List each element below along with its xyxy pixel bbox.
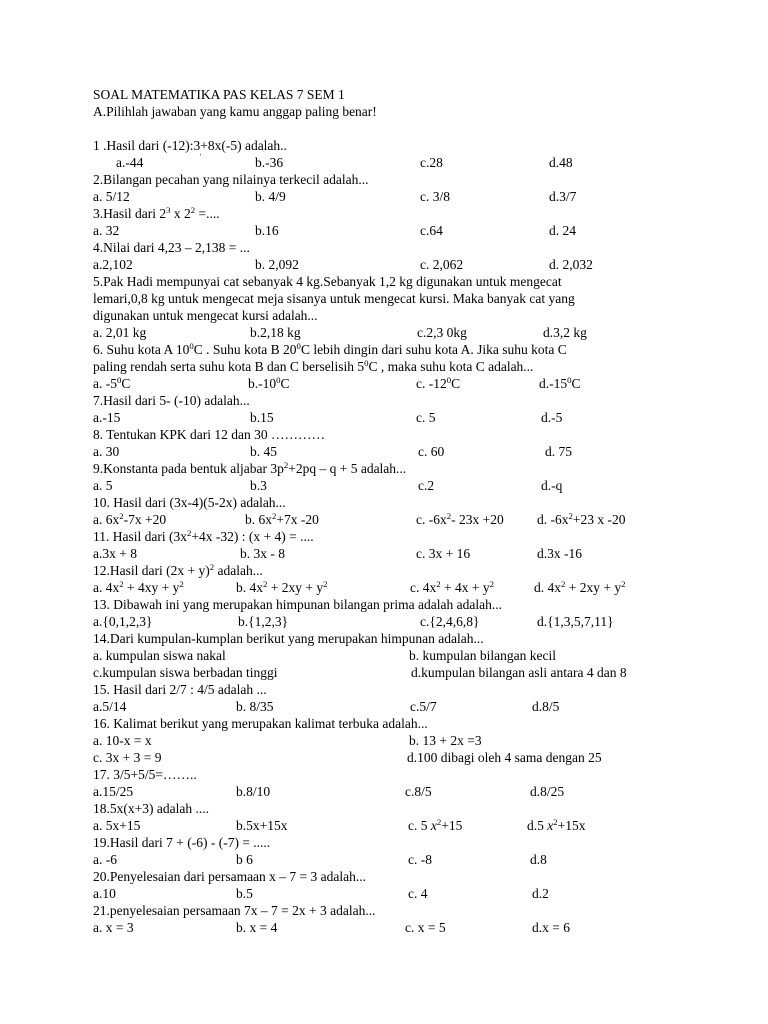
- answer-option: b. 13 + 2x =3: [409, 733, 482, 748]
- answer-row: [93, 698, 673, 715]
- answer-option: b. 4/9: [255, 189, 286, 204]
- answer-row: [93, 324, 673, 341]
- answer-option: a.5/14: [93, 699, 127, 714]
- answer-option: a.10: [93, 886, 116, 901]
- answer-option: a. 30: [93, 444, 120, 459]
- answer-option: b.16: [255, 223, 279, 238]
- answer-option: c. 3x + 3 = 9: [93, 750, 162, 765]
- answer-option: a. 2,01 kg: [93, 325, 147, 340]
- question-line: digunakan untuk mengecat kursi adalah...: [93, 308, 318, 323]
- answer-option: a. 5: [93, 478, 113, 493]
- answer-option: d.3,2 kg: [543, 325, 587, 340]
- answer-row: [93, 409, 673, 426]
- question-line: 7.Hasil dari 5- (-10) adalah...: [93, 393, 250, 408]
- question-text: [93, 681, 673, 698]
- answer-option: $d.-15^0C$: [539, 374, 581, 391]
- question-line: 2.Bilangan pecahan yang nilainya terkecil adalah...: [93, 172, 369, 187]
- answer-row: [93, 545, 673, 562]
- question-line: 17. 3/5+5/5=……..: [93, 767, 197, 782]
- answer-option: d.48: [549, 155, 573, 170]
- answer-option: d. 75: [545, 444, 572, 459]
- answer-row: [93, 749, 673, 766]
- answer-row: [93, 664, 673, 681]
- answer-option: c. 4: [408, 886, 428, 901]
- answer-option: b.-36: [255, 155, 284, 170]
- answer-row: [93, 851, 673, 868]
- answer-option: c. 5 $x^2+15$: [408, 816, 463, 833]
- answer-row: [93, 919, 673, 936]
- answer-row: [93, 188, 673, 205]
- answer-option: a.15/25: [93, 784, 134, 799]
- answer-option: b.5x+15x: [236, 818, 288, 833]
- answer-option: a. 5x+15: [93, 818, 141, 833]
- answer-option: d.{1,3,5,7,11}: [537, 614, 614, 629]
- answer-option: b. $4x^2 + 2xy + y^2$: [236, 578, 328, 595]
- answer-option: a.3x + 8: [93, 546, 137, 561]
- answer-option: c. -8: [408, 852, 432, 867]
- question-line: 15. Hasil dari 2/7 : 4/5 adalah ...: [93, 682, 267, 697]
- question-line: 8. Tentukan KPK dari 12 dan 30 …………: [93, 427, 326, 442]
- answer-row: [93, 477, 673, 494]
- spacer: [93, 120, 673, 137]
- question-text: [93, 460, 673, 477]
- answer-option: d.8: [530, 852, 547, 867]
- answer-row: [93, 885, 673, 902]
- instruction: A.Pilihlah jawaban yang kamu anggap paling benar!: [93, 104, 377, 119]
- question-line: 19.Hasil dari 7 + (-6) - (-7) = .....: [93, 835, 271, 850]
- question-text: [93, 341, 673, 358]
- answer-option: c.kumpulan siswa berbadan tinggi: [93, 665, 278, 680]
- question-line: 11. Hasil dari ($3x^2+4x$ -32) : (x + 4) = ....: [93, 527, 314, 544]
- question-line: 20.Penyelesaian dari persamaan x – 7 = 3 adalah...: [93, 869, 367, 884]
- answer-option: c. x = 5: [405, 920, 446, 935]
- answer-option: c.2,3 0kg: [417, 325, 467, 340]
- answer-option: b.{1,2,3}: [238, 614, 289, 629]
- answer-option: d.-q: [541, 478, 563, 493]
- question-text: [93, 766, 673, 783]
- answer-row: [93, 256, 673, 273]
- question-text: [93, 205, 673, 222]
- question-text: [93, 392, 673, 409]
- answer-option: c. 2,062: [420, 257, 464, 272]
- answer-option: b.5: [236, 886, 253, 901]
- document-page: [93, 86, 673, 936]
- answer-row: [93, 511, 673, 528]
- question-text: [93, 494, 673, 511]
- answer-option: d. $-6x^2+23$ x -20: [537, 510, 626, 527]
- question-line: 3.Hasil dari $2^3$ x $2^2$ =....: [93, 204, 220, 221]
- question-text: [93, 426, 673, 443]
- question-text: [93, 307, 673, 324]
- answer-option: c. 3x + 16: [416, 546, 471, 561]
- question-text: [93, 239, 673, 256]
- answer-option: d.3/7: [549, 189, 577, 204]
- answer-row: [93, 443, 673, 460]
- answer-option: b. kumpulan bilangan kecil: [409, 648, 556, 663]
- question-text: [93, 715, 673, 732]
- question-text: [93, 137, 673, 154]
- answer-option: c. 60: [418, 444, 445, 459]
- answer-option: a. $6x^2-7x +20$: [93, 510, 167, 527]
- answer-row: [93, 817, 673, 834]
- answer-option: d.-5: [541, 410, 563, 425]
- question-line: 6. Suhu kota A $10^0C$ . Suhu kota B $20^0C$ lebih dingin dari suhu kota A. Jika suhu kota C: [93, 340, 567, 357]
- answer-option: a. 10-x = x: [93, 733, 152, 748]
- question-line: 4.Nilai dari 4,23 – 2,138 = ...: [93, 240, 250, 255]
- answer-option: c.8/5: [405, 784, 432, 799]
- answer-row: [93, 222, 673, 239]
- question-line: 18.5x(x+3) adalah ....: [93, 801, 209, 816]
- answer-row: [93, 613, 673, 630]
- question-line: 13. Dibawah ini yang merupakan himpunan bilangan prima adalah adalah...: [93, 597, 502, 612]
- question-text: [93, 834, 673, 851]
- answer-option: d. 24: [549, 223, 576, 238]
- question-line: 14.Dari kumpulan-kumplan berikut yang merupakan himpunan adalah...: [93, 631, 484, 646]
- answer-option: b. $6x^2+7x$ -20: [245, 510, 319, 527]
- answer-option: d.3x -16: [537, 546, 582, 561]
- answer-option: b. x = 4: [236, 920, 278, 935]
- answer-option: a. 32: [93, 223, 120, 238]
- answer-row: [93, 783, 673, 800]
- answer-row: [93, 375, 673, 392]
- answer-option: d.8/25: [530, 784, 565, 799]
- answer-option: b.2,18 kg: [250, 325, 301, 340]
- answer-option: c.{2,4,6,8}: [420, 614, 480, 629]
- answer-option: d.kumpulan bilangan asli antara 4 dan 8: [411, 665, 627, 680]
- answer-option: c. $-12^0C$: [416, 374, 461, 391]
- question-line: paling rendah serta suhu kota B dan C berselisih $5^0C$ , maka suhu kota C adalah...: [93, 357, 534, 374]
- question-text: [93, 171, 673, 188]
- answer-option: a.{0,1,2,3}: [93, 614, 153, 629]
- answer-option: d.100 dibagi oleh 4 sama dengan 25: [407, 750, 602, 765]
- question-line: 12.Hasil dari $(2x + y)^2$ adalah...: [93, 561, 263, 578]
- answer-option: d.2: [532, 886, 549, 901]
- question-line: 16. Kalimat berikut yang merupakan kalimat terbuka adalah...: [93, 716, 428, 731]
- question-text: [93, 358, 673, 375]
- answer-option: b 6: [236, 852, 253, 867]
- answer-option: a. x = 3: [93, 920, 134, 935]
- question-line: 10. Hasil dari (3x-4)(5-2x) adalah...: [93, 495, 286, 510]
- answer-option: a.2,102: [93, 257, 133, 272]
- answer-option: c. $4x^2 + 4x + y^2$: [410, 578, 495, 595]
- answer-option: a. $-5^0C$: [93, 374, 131, 391]
- answer-option: $b.-10^0C$: [248, 374, 290, 391]
- answer-option: b.3: [250, 478, 267, 493]
- question-text: [93, 562, 673, 579]
- question-text: [93, 630, 673, 647]
- answer-option: a.-15: [93, 410, 121, 425]
- question-line: 5.Pak Hadi mempunyai cat sebanyak 4 kg.Sebanyak 1,2 kg digunakan untuk mengecat: [93, 274, 562, 289]
- question-text: [93, 528, 673, 545]
- answer-option: a. $4x^2 + 4xy + y^2$: [93, 578, 184, 595]
- answer-option: b. 8/35: [236, 699, 274, 714]
- question-list: [93, 137, 673, 936]
- answer-option: c. $-6x^2-$ 23x +20: [416, 510, 504, 527]
- stray-mark: ˈ: [199, 153, 203, 164]
- question-line: 1 .Hasil dari (-12):3+8x(-5) adalah..: [93, 138, 287, 153]
- question-text: [93, 596, 673, 613]
- answer-option: b.8/10: [236, 784, 271, 799]
- answer-option: c.28: [420, 155, 443, 170]
- question-line: 9.Konstanta pada bentuk aljabar $3p^2+2pq - q + 5$ adalah...: [93, 459, 407, 476]
- answer-option: d.x = 6: [532, 920, 570, 935]
- answer-option: b.15: [250, 410, 274, 425]
- answer-option: c.2: [418, 478, 435, 493]
- question-text: [93, 800, 673, 817]
- answer-option: a.-44: [116, 155, 144, 170]
- answer-option: d.8/5: [532, 699, 560, 714]
- answer-option: b. 3x - 8: [240, 546, 285, 561]
- question-text: [93, 290, 673, 307]
- answer-row: [93, 647, 673, 664]
- answer-row: [93, 579, 673, 596]
- answer-option: b. 45: [250, 444, 277, 459]
- answer-option: a. kumpulan siswa nakal: [93, 648, 226, 663]
- answer-option: b. 2,092: [255, 257, 299, 272]
- answer-option: d. 2,032: [549, 257, 593, 272]
- answer-option: d.5 $x^2+15x$: [527, 816, 586, 833]
- answer-row: [93, 154, 673, 171]
- answer-option: d. $4x^2 + 2xy + y^2$: [534, 578, 626, 595]
- answer-option: c. 5: [416, 410, 436, 425]
- answer-option: a. -6: [93, 852, 117, 867]
- document-title: SOAL MATEMATIKA PAS KELAS 7 SEM 1: [93, 87, 345, 102]
- question-line: lemari,0,8 kg untuk mengecat meja sisanya untuk mengecat kursi. Maka banyak cat yang: [93, 291, 575, 306]
- question-text: [93, 902, 673, 919]
- answer-row: [93, 732, 673, 749]
- answer-option: c. 3/8: [420, 189, 450, 204]
- answer-option: c.64: [420, 223, 443, 238]
- answer-option: c.5/7: [410, 699, 437, 714]
- question-line: 21.penyelesaian persamaan 7x – 7 = 2x + 3 adalah...: [93, 903, 376, 918]
- question-text: [93, 868, 673, 885]
- answer-option: a. 5/12: [93, 189, 130, 204]
- question-text: [93, 273, 673, 290]
